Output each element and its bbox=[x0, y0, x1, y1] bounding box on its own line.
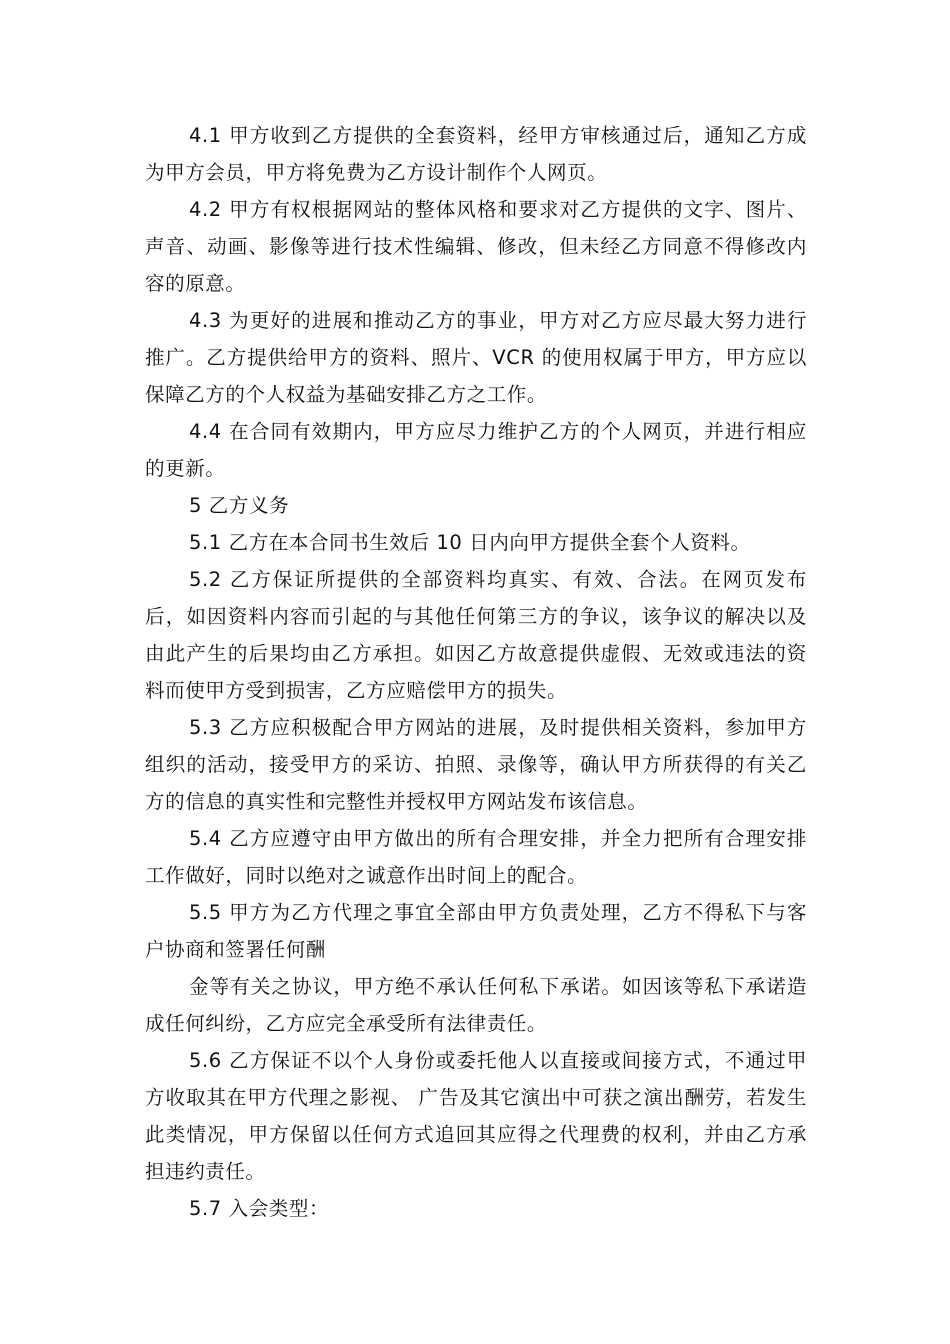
document-body bbox=[145, 117, 807, 1227]
section-heading-5: 5 乙方义务 bbox=[189, 494, 290, 517]
clause-5-3: 5.3 乙方应积极配合甲方网站的进展，及时提供相关资料，参加甲方组织的活动，接受甲方的采访、拍照、录像等，确认甲方所获得的有关乙方的信息的真实性和完整性并授权甲方网站发布该信息。 bbox=[145, 716, 807, 813]
clause-5-5-continued: 金等有关之协议，甲方绝不承认任何私下承诺。如因该等私下承诺造成任何纠纷，乙方应完全承受所有法律责任。 bbox=[145, 975, 807, 1035]
clause-4-1: 4.1 甲方收到乙方提供的全套资料，经甲方审核通过后，通知乙方成为甲方会员，甲方将免费为乙方设计制作个人网页。 bbox=[145, 124, 807, 184]
clause-5-6: 5.6 乙方保证不以个人身份或委托他人以直接或间接方式，不通过甲方收取其在甲方代理之影视、 广告及其它演出中可获之演出酬劳，若发生此类情况，甲方保留以任何方式追回其应得之代理费的权利，并由乙方承担违约责任。 bbox=[145, 1049, 807, 1183]
clause-4-2: 4.2 甲方有权根据网站的整体风格和要求对乙方提供的文字、图片、声音、动画、影像等进行技术性编辑、修改，但未经乙方同意不得修改内容的原意。 bbox=[145, 198, 807, 295]
clause-4-4: 4.4 在合同有效期内，甲方应尽力维护乙方的个人网页，并进行相应的更新。 bbox=[145, 420, 807, 480]
clause-5-2: 5.2 乙方保证所提供的全部资料均真实、有效、合法。在网页发布后，如因资料内容而引起的与其他任何第三方的争议，该争议的解决以及由此产生的后果均由乙方承担。如因乙方故意提供虚假、无效或违法的资料而使甲方受到损害，乙方应赔偿甲方的损失。 bbox=[145, 568, 807, 702]
clause-5-1: 5.1 乙方在本合同书生效后 10 日内向甲方提供全套个人资料。 bbox=[189, 531, 751, 554]
clause-5-7: 5.7 入会类型： bbox=[189, 1197, 330, 1220]
clause-5-5: 5.5 甲方为乙方代理之事宜全部由甲方负责处理，乙方不得私下与客户协商和签署任何酬 bbox=[145, 901, 807, 961]
clause-4-3: 4.3 为更好的进展和推动乙方的事业，甲方对乙方应尽最大努力进行推广。乙方提供给甲方的资料、照片、VCR 的使用权属于甲方，甲方应以保障乙方的个人权益为基础安排乙方之工作。 bbox=[145, 309, 807, 406]
clause-5-4: 5.4 乙方应遵守由甲方做出的所有合理安排，并全力把所有合理安排工作做好，同时以绝对之诚意作出时间上的配合。 bbox=[145, 827, 807, 887]
